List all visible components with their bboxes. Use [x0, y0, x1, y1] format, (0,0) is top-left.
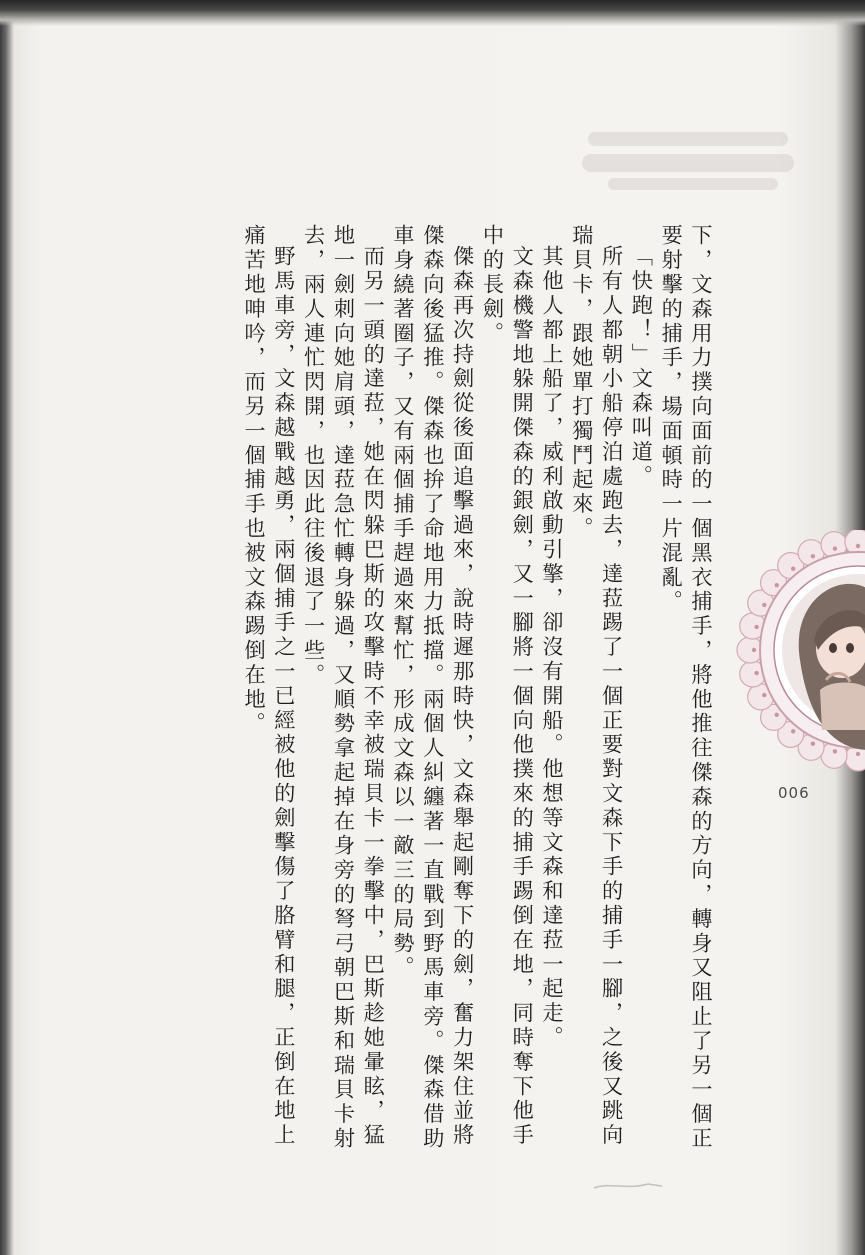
lace-portrait-frame-icon [730, 530, 865, 774]
paragraph: 而另一頭的達菈，她在閃躲巴斯的攻擊時不幸被瑞貝卡一拳擊中，巴斯趁她暈眩，猛地一劍刺向她肩頭，達菈急忙轉身躲過，又順勢拿起掉在身旁的弩弓朝巴斯和瑞貝卡射去，兩人連忙閃開，也因此往後退了一些。 [301, 224, 387, 1152]
faded-title-watermark-icon [578, 102, 808, 212]
book-page [18, 22, 838, 1237]
paragraph: 文森機警地躲開傑森的銀劍，又一腳將一個向他撲來的捕手踢倒在地，同時奪下他手中的長劍。 [480, 224, 536, 1148]
paragraph: 「快跑！」文森叫道。 [629, 245, 655, 490]
paragraph: 其他人都上船了，威利啟動引擎，卻沒有開船。他想等文森和達菈一起走。 [540, 245, 566, 1051]
paragraph: 野馬車旁，文森越戰越勇，兩個捕手之一已經被他的劍擊傷了胳臂和腿，正倒在地上痛苦地呻吟，而另一個捕手也被文森踢倒在地。 [242, 224, 297, 1148]
paragraph: 傑森再次持劍從後面追擊過來，說時遲那時快，文森舉起剛奪下的劍，奮力架住並將傑森向後猛推。傑森也拚了命地用力抵擋。兩個人糾纏著一直戰到野馬車旁。傑森借助車身繞著圈子，又有兩個捕手趕過來幫忙，形成文森以一敵三的局勢。 [391, 224, 476, 1152]
body-text [86, 224, 716, 1164]
paragraph: 下，文森用力撲向面前的一個黑衣捕手，將他推往傑森的方向，轉身又阻止了另一個正要射擊的捕手，場面頓時一片混亂。 [659, 224, 714, 1152]
paragraph: 所有人都朝小船停泊處跑去，達菈踢了一個正要對文森下手的捕手一腳，之後又跳向瑞貝卡，跟她單打獨鬥起來。 [569, 224, 625, 1148]
page-number: 006 [778, 784, 810, 802]
faint-ink-mark-icon [588, 1174, 668, 1196]
